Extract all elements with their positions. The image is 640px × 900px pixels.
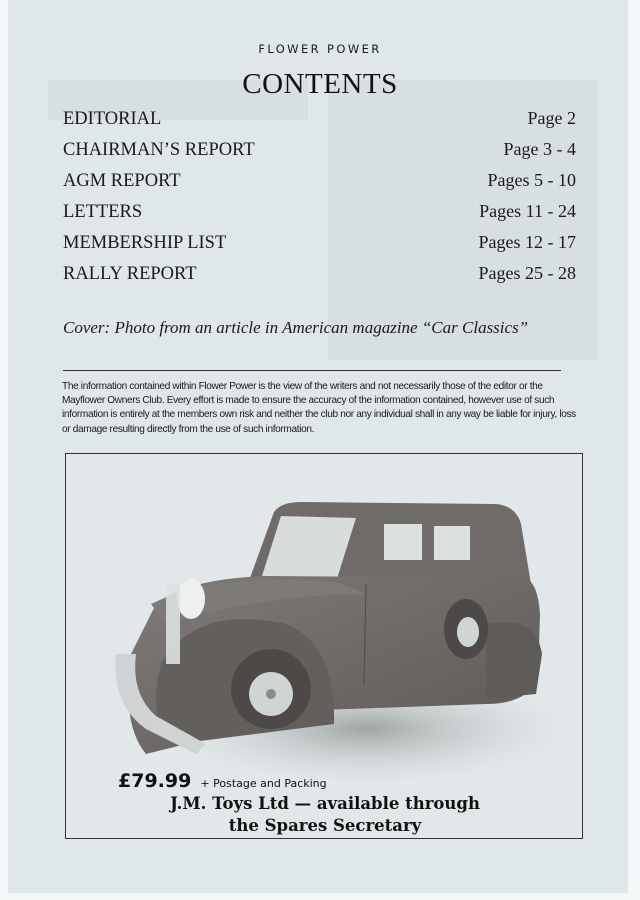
toc-pages: Pages 5 - 10 bbox=[487, 170, 576, 190]
toc-label: LETTERS bbox=[63, 202, 143, 222]
toc-pages: Page 2 bbox=[527, 108, 576, 128]
advert-headline bbox=[66, 793, 583, 837]
advert-headline-line2: the Spares Secretary bbox=[228, 816, 422, 835]
toc-label: MEMBERSHIP LIST bbox=[63, 233, 227, 253]
divider-rule bbox=[63, 370, 561, 371]
toc-row-agm-report[interactable] bbox=[63, 170, 576, 201]
toc-row-editorial[interactable] bbox=[63, 108, 576, 139]
toc-row-rally-report[interactable] bbox=[63, 263, 576, 294]
advert-headline-line1: J.M. Toys Ltd — available through bbox=[170, 794, 480, 813]
toc-label: AGM REPORT bbox=[63, 171, 181, 191]
toc-pages: Page 3 - 4 bbox=[503, 139, 576, 159]
masthead: FLOWER POWER bbox=[258, 42, 382, 56]
toc-pages: Pages 12 - 17 bbox=[478, 232, 576, 252]
postage-note: + Postage and Packing bbox=[200, 777, 327, 790]
toc-label: EDITORIAL bbox=[63, 109, 162, 129]
cover-note: Cover: Photo from an article in American magazine “Car Classics” bbox=[63, 318, 529, 337]
toc-pages: Pages 25 - 28 bbox=[478, 263, 576, 283]
page-title: CONTENTS bbox=[242, 68, 398, 100]
price-line bbox=[118, 770, 327, 792]
toc-pages: Pages 11 - 24 bbox=[479, 201, 576, 221]
toc-row-membership-list[interactable] bbox=[63, 232, 576, 263]
price: £79.99 bbox=[118, 770, 192, 792]
toc-row-chairmans-report[interactable] bbox=[63, 139, 576, 170]
disclaimer: The information contained within Flower Power is the view of the writers and not necessarily those of the editor or the Mayflower Owners Club. Every effort is made to ensure the accuracy of the information contained, however use of such information is entirely at the members own risk and neither the club nor any individual shall in any way be liable for injury, loss or damage resulting directly from the use of such information. bbox=[62, 381, 576, 435]
advert-box bbox=[65, 453, 583, 839]
toc-label: RALLY REPORT bbox=[63, 264, 197, 284]
toc-label: CHAIRMAN’S REPORT bbox=[63, 140, 255, 160]
toc-row-letters[interactable] bbox=[63, 201, 576, 232]
contents-list bbox=[63, 108, 576, 294]
